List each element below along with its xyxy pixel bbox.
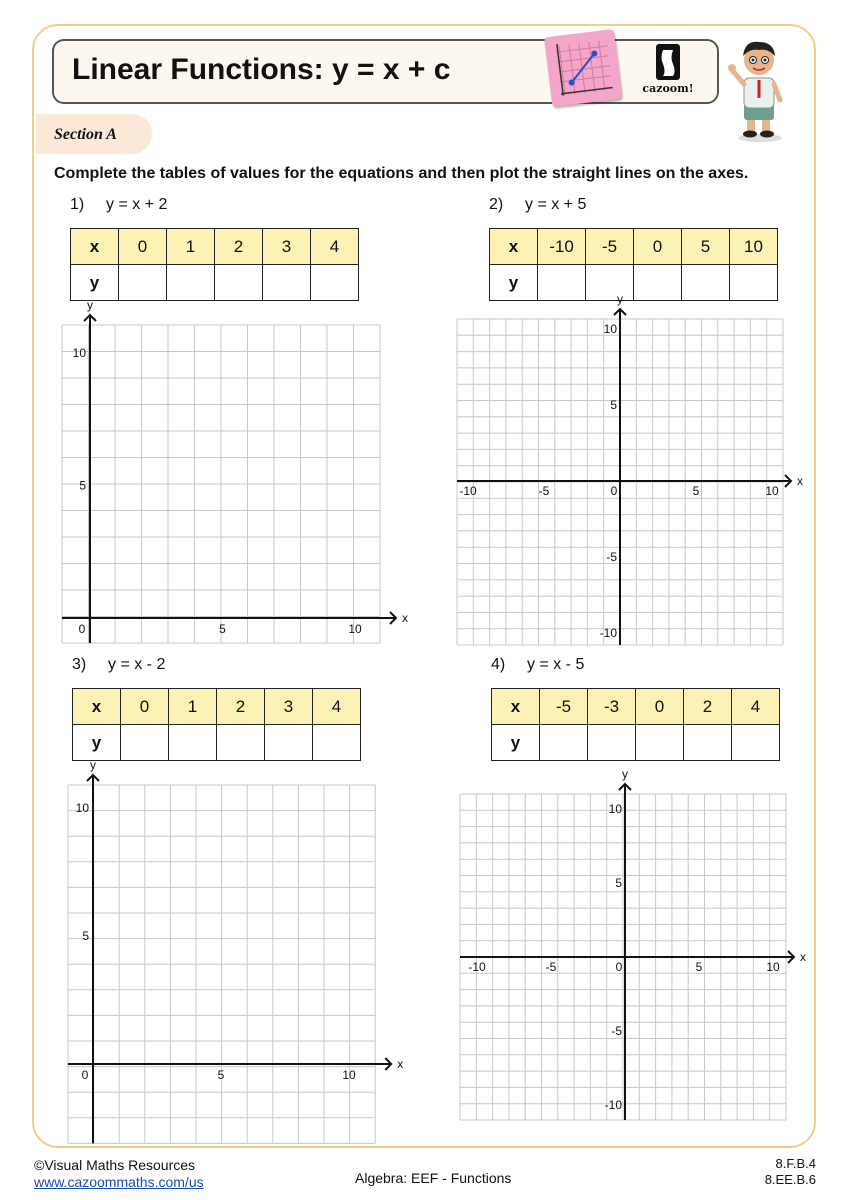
y-axis-label: y (90, 758, 96, 772)
x-tick-label: 0 (615, 960, 623, 974)
y-axis-label: y (87, 298, 93, 312)
question-4-label (491, 655, 584, 675)
question-equation: y = x + 2 (106, 196, 168, 213)
graph-line-icon (544, 29, 622, 107)
question-equation: y = x - 5 (527, 656, 585, 673)
x-tick-label: 0 (81, 1068, 89, 1082)
x-axis-label: x (797, 474, 803, 488)
section-label: Section A (54, 126, 117, 143)
y-answer-cell[interactable] (682, 265, 730, 301)
y-answer-cell[interactable] (538, 265, 586, 301)
x-tick-label: -10 (459, 484, 477, 498)
x-axis-label: x (800, 950, 806, 964)
y-answer-cell[interactable] (313, 725, 361, 761)
x-value-cell: 3 (265, 689, 313, 725)
y-answer-cell[interactable] (732, 725, 780, 761)
x-tick-label: 10 (342, 1068, 356, 1082)
x-value-cell: 10 (730, 229, 778, 265)
y-tick-label: 10 (603, 322, 617, 336)
footer-standards (740, 1156, 816, 1188)
axes-graph-4 (455, 767, 806, 1125)
y-tick-label: 10 (608, 802, 622, 816)
x-tick-label: 5 (695, 960, 703, 974)
x-value-cell: 2 (217, 689, 265, 725)
y-answer-cell[interactable] (634, 265, 682, 301)
y-row-header: y (73, 725, 121, 761)
y-row-header: y (71, 265, 119, 301)
x-value-cell: 4 (732, 689, 780, 725)
axes-graph-3 (60, 758, 420, 1145)
x-row-header: x (492, 689, 540, 725)
question-equation: y = x + 5 (525, 196, 587, 213)
y-answer-cell[interactable] (730, 265, 778, 301)
y-answer-cell[interactable] (167, 265, 215, 301)
y-tick-label: -5 (606, 550, 617, 564)
standard-code: 8.F.B.4 (775, 1156, 816, 1171)
question-3-label (72, 655, 165, 675)
question-number: 3) (72, 656, 87, 673)
footer-credit (34, 1157, 204, 1191)
y-row-header: y (492, 725, 540, 761)
instructions: Complete the tables of values for the equations and then plot the straight lines on the axes. (54, 165, 749, 182)
y-answer-cell[interactable] (586, 265, 634, 301)
x-value-cell: 4 (313, 689, 361, 725)
x-tick-label: 10 (765, 484, 779, 498)
y-answer-cell[interactable] (588, 725, 636, 761)
question-number: 2) (489, 196, 504, 213)
question-1-label (70, 195, 167, 215)
boy-mascot-icon (728, 34, 792, 144)
table-of-values-3 (72, 688, 361, 761)
x-axis-label: x (397, 1057, 404, 1071)
x-axis-label: x (402, 611, 408, 625)
table-of-values-1 (70, 228, 359, 301)
x-tick-label: 10 (766, 960, 780, 974)
y-tick-label: 5 (610, 398, 617, 412)
x-value-cell: 5 (682, 229, 730, 265)
y-tick-label: 10 (75, 801, 89, 815)
question-2-label (489, 195, 586, 215)
x-tick-label: 0 (610, 484, 618, 498)
y-answer-cell[interactable] (540, 725, 588, 761)
footer-topic: Algebra: EEF - Functions (355, 1170, 512, 1186)
x-value-cell: 1 (169, 689, 217, 725)
y-tick-label: 10 (72, 346, 86, 360)
table-of-values-2 (489, 228, 778, 301)
x-value-cell: -5 (540, 689, 588, 725)
grid-lines (62, 325, 380, 643)
y-axis-label: y (617, 292, 623, 306)
y-answer-cell[interactable] (636, 725, 684, 761)
question-number: 1) (70, 196, 85, 213)
y-answer-cell[interactable] (119, 265, 167, 301)
x-tick-label: -5 (538, 484, 550, 498)
y-tick-label: -5 (611, 1024, 622, 1038)
y-tick-label: -10 (599, 626, 617, 640)
x-tick-label: 5 (692, 484, 700, 498)
x-value-cell: -5 (586, 229, 634, 265)
table-of-values-4 (491, 688, 780, 761)
grid-lines (68, 785, 375, 1143)
y-answer-cell[interactable] (169, 725, 217, 761)
logo-text: cazoom! (642, 82, 694, 95)
y-answer-cell[interactable] (121, 725, 169, 761)
y-answer-cell[interactable] (217, 725, 265, 761)
y-answer-cell[interactable] (263, 265, 311, 301)
axes-graph-1 (60, 298, 408, 650)
y-answer-cell[interactable] (265, 725, 313, 761)
question-number: 4) (491, 656, 506, 673)
y-answer-cell[interactable] (215, 265, 263, 301)
standard-code: 8.EE.B.6 (764, 1172, 816, 1187)
x-row-header: x (490, 229, 538, 265)
y-tick-label: 5 (82, 929, 89, 943)
x-value-cell: 0 (121, 689, 169, 725)
y-axis-label: y (622, 767, 628, 781)
x-value-cell: 4 (311, 229, 359, 265)
x-row-header: x (73, 689, 121, 725)
y-tick-label: -10 (604, 1098, 622, 1112)
y-tick-label: 5 (615, 876, 622, 890)
x-value-cell: -3 (588, 689, 636, 725)
x-value-cell: 0 (634, 229, 682, 265)
x-value-cell: 1 (167, 229, 215, 265)
x-tick-label: 5 (217, 1068, 225, 1082)
x-value-cell: 3 (263, 229, 311, 265)
x-tick-label: 0 (78, 622, 86, 636)
y-answer-cell[interactable] (684, 725, 732, 761)
x-tick-label: -5 (545, 960, 557, 974)
x-value-cell: 0 (636, 689, 684, 725)
x-value-cell: 2 (684, 689, 732, 725)
x-tick-label: -10 (468, 960, 486, 974)
x-value-cell: 0 (119, 229, 167, 265)
x-row-header: x (71, 229, 119, 265)
x-tick-label: 5 (219, 622, 226, 636)
website-link[interactable]: www.cazoommaths.com/us (34, 1174, 204, 1190)
copyright-text: ©Visual Maths Resources (34, 1157, 196, 1173)
axes-graph-2 (455, 292, 805, 650)
keyhole-icon (636, 42, 700, 82)
x-value-cell: -10 (538, 229, 586, 265)
x-tick-label: 10 (348, 622, 362, 636)
y-tick-label: 5 (79, 478, 86, 493)
y-row-header: y (490, 265, 538, 301)
page-title: Linear Functions: y = x + c (72, 53, 451, 86)
question-equation: y = x - 2 (108, 656, 166, 673)
y-answer-cell[interactable] (311, 265, 359, 301)
cazoom-logo (636, 42, 700, 100)
x-value-cell: 2 (215, 229, 263, 265)
